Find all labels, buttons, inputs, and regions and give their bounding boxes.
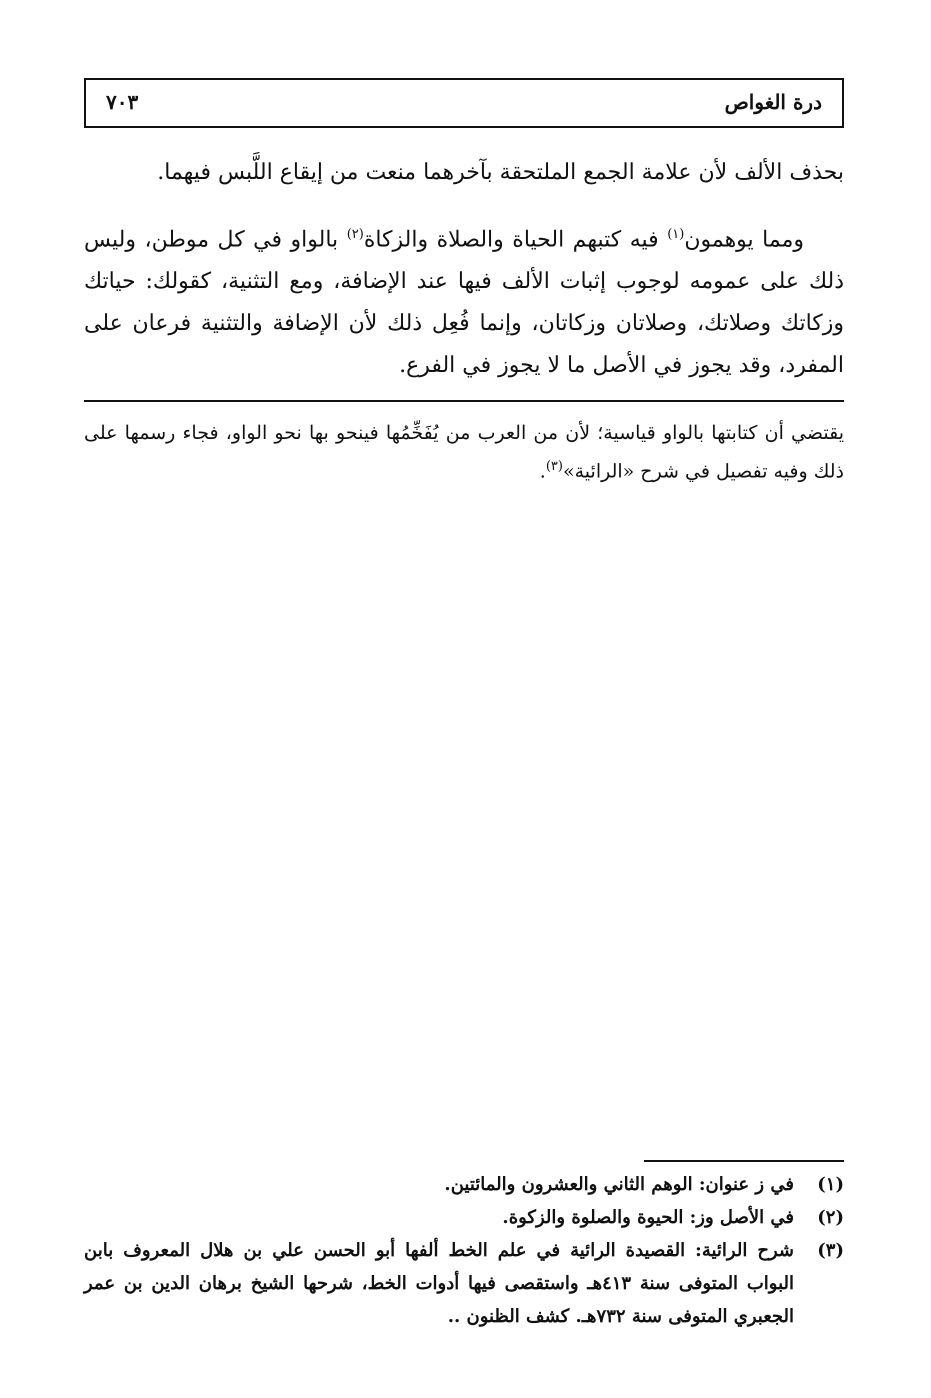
footnote-text: في الأصل وز: الحيوة والصلوة والزكوة. <box>502 1207 794 1228</box>
footnote-text: شرح الرائية: القصيدة الرائية في علم الخط ألفها أبو الحسن علي بن هلال المعروف بابن البواب المتوفى سنة ٤١٣هـ واستقصى فيها أدوات الخط، شرحها الشيخ برهان الدين بن عمر الجعبري المتوفى سنة ٧٣٢هـ. كشف الظنون .. <box>84 1240 794 1327</box>
paragraph-2-part-b: فيه كتبهم الحياة والصلاة والزكاة <box>363 227 668 253</box>
page-number: ٧٠٣ <box>106 90 139 114</box>
footnote-number: (٢) <box>817 1207 844 1228</box>
footnote-ref-2: (٢) <box>346 227 364 242</box>
paragraph-1: بحذف الألف لأن علامة الجمع الملتحقة بآخرهما منعت من إيقاع اللَّبس فيهما. <box>157 160 844 185</box>
footnote-number: (٣) <box>817 1240 844 1261</box>
footnote-text: في ز عنوان: الوهم الثاني والعشرون والمائتين. <box>444 1174 794 1195</box>
footnote-divider <box>644 1160 844 1162</box>
paragraph-2 <box>84 214 844 387</box>
note-continuation <box>84 416 844 488</box>
running-header <box>84 78 844 128</box>
footnote-2 <box>84 1201 844 1234</box>
footnote-ref-3: (٣) <box>545 459 563 474</box>
footnote-3 <box>84 1234 844 1333</box>
continuation-part-a: يقتضي أن كتابتها بالواو قياسية؛ لأن من العرب من يُفَخِّمُها فينحو بها نحو الواو، فجاء رسمها على ذلك وفيه تفصيل في شرح «الرائية» <box>84 422 844 483</box>
main-divider <box>84 400 844 402</box>
paragraph-2-part-c: بالواو في كل موطن، وليس ذلك على عمومه لوجوب إثبات الألف فيها عند الإضافة، ومع التثنية، كقولك: حياتك وزكاتك وصلاتك، وصلاتان وزكاتان، وإنما فُعِل ذلك لأن الإضافة والتثنية فرعان على المفرد، وقد يجوز في الأصل ما لا يجوز في الفرع. <box>84 227 844 379</box>
main-text <box>84 152 844 387</box>
header-title: درة الغواص <box>724 90 822 114</box>
footnote-ref-1: (١) <box>667 227 685 242</box>
continuation-text <box>84 416 844 488</box>
footnote-1 <box>84 1168 844 1201</box>
continuation-part-b: . <box>539 460 546 483</box>
footnote-number: (١) <box>817 1174 844 1195</box>
footnotes <box>84 1168 844 1333</box>
paragraph-2-part-a: ومما يوهمون <box>684 227 804 253</box>
